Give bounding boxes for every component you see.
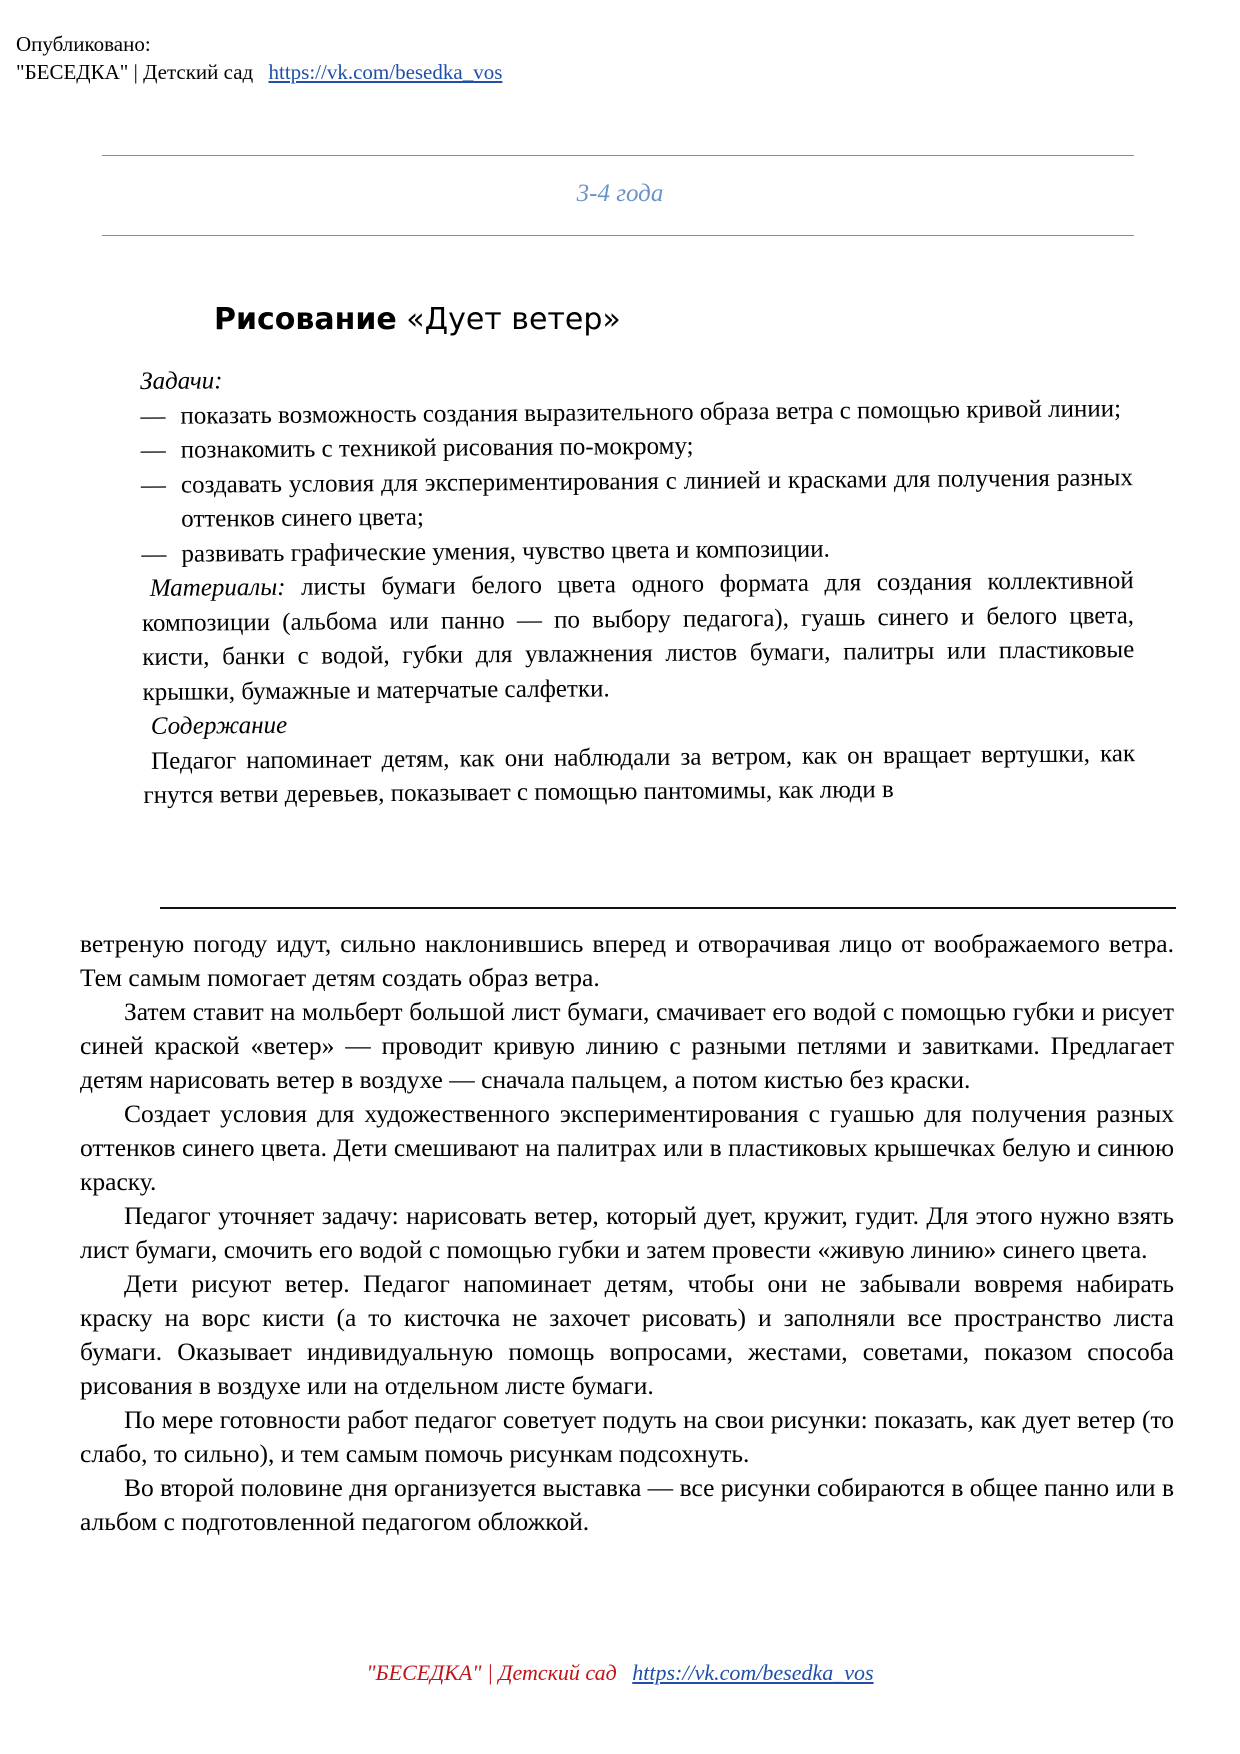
footer-source: "БЕСЕДКА" | Детский сад [366, 1660, 617, 1685]
lesson-intro [140, 357, 1135, 813]
task-dash: — [140, 402, 166, 430]
materials [142, 564, 1135, 710]
task-text: создавать условия для экспериментирования с линией и красками для получения разных оттенков синего цвета; [180, 463, 1134, 533]
task-dash: — [140, 471, 167, 499]
content-label: Содержание [150, 711, 288, 740]
content-start: Педагог напоминает детям, как они наблюдали за ветром, как он вращает вертушки, как гнутся ветви деревьев, показывает с помощью пантомимы, как люди в [143, 739, 1136, 809]
task-text: показать возможность создания выразительного образа ветра с помощью кривой линии; [180, 394, 1122, 430]
top-divider [102, 155, 1134, 156]
body-paragraph: Во второй половине дня организуется выставка — все рисунки собираются в общее панно или в альбом с подготовленной педагогом обложкой. [80, 1473, 1174, 1536]
page-footer [0, 1660, 1240, 1686]
body-paragraph: Создает условия для художественного экспериментирования с гуашью для получения разных оттенков синего цвета. Дети смешивают на палитрах или в пластиковых крышечках белую и синюю краску. [80, 1099, 1174, 1196]
tasks-label: Задачи: [140, 367, 223, 395]
source-name: "БЕСЕДКА" | Детский сад [16, 60, 254, 84]
task-text: развивать графические умения, чувство цвета и композиции. [181, 535, 830, 568]
body-paragraph: Дети рисуют ветер. Педагог напоминает детям, чтобы они не забывали вовремя набирать краску на ворс кисти (а то кисточка не захочет рисовать) и заполняли все пространство листа бумаги. Оказывает индивидуальную помощь вопросами, жестами, советами, показом способа рисования в воздухе или на отдельном листе бумаги. [80, 1269, 1174, 1400]
materials-label: Материалы: [149, 573, 286, 602]
lesson-body [80, 927, 1174, 1539]
materials-text: листы бумаги белого цвета одного формата для создания коллективной композиции (альбома или панно — по выбору педагога), гуашь синего и белого цвета, кисти, банки с водой, губки для увлажнения листов бумаги, палитры или пластиковые крышки, бумажные и матерчатые салфетки. [141, 567, 1135, 706]
footer-link[interactable]: https://vk.com/besedka_vos [632, 1660, 874, 1685]
body-paragraph: ветреную погоду идут, сильно наклонившись вперед и отворачивая лицо от воображаемого ветра. Тем самым помогает детям создать образ ветра. [80, 929, 1174, 992]
source-link[interactable]: https://vk.com/besedka_vos [268, 60, 503, 84]
task-dash: — [141, 540, 167, 568]
body-paragraph: Затем ставит на мольберт большой лист бумаги, смачивает его водой с помощью губки и рисует синей краской «ветер» — проводит кривую линию с разными петлями и завитками. Предлагает детям нарисовать ветер в воздухе — сначала пальцем, а потом кистью без краски. [80, 997, 1174, 1094]
task-text: познакомить с техникой рисования по-мокрому; [180, 432, 694, 464]
title-bold: Рисование [214, 302, 397, 337]
published-label: Опубликовано: [16, 32, 151, 56]
age-group: 3-4 года [576, 180, 664, 207]
title-rest: «Дует ветер» [406, 302, 621, 337]
page-break-line [160, 907, 1176, 909]
task-item [141, 461, 1134, 538]
page-title [214, 302, 621, 337]
published-header [16, 30, 502, 86]
task-dash: — [140, 436, 166, 464]
body-paragraph: По мере готовности работ педагог советует подуть на свои рисунки: показать, как дует ветер (то слабо, то сильно), и тем самым помочь рисункам подсохнуть. [80, 1405, 1174, 1468]
body-paragraph: Педагог уточняет задачу: нарисовать ветер, который дует, кружит, гудит. Для этого нужно взять лист бумаги, смочить его водой с помощью губки и затем провести «живую линию» синего цвета. [80, 1201, 1174, 1264]
bottom-divider [102, 235, 1134, 236]
